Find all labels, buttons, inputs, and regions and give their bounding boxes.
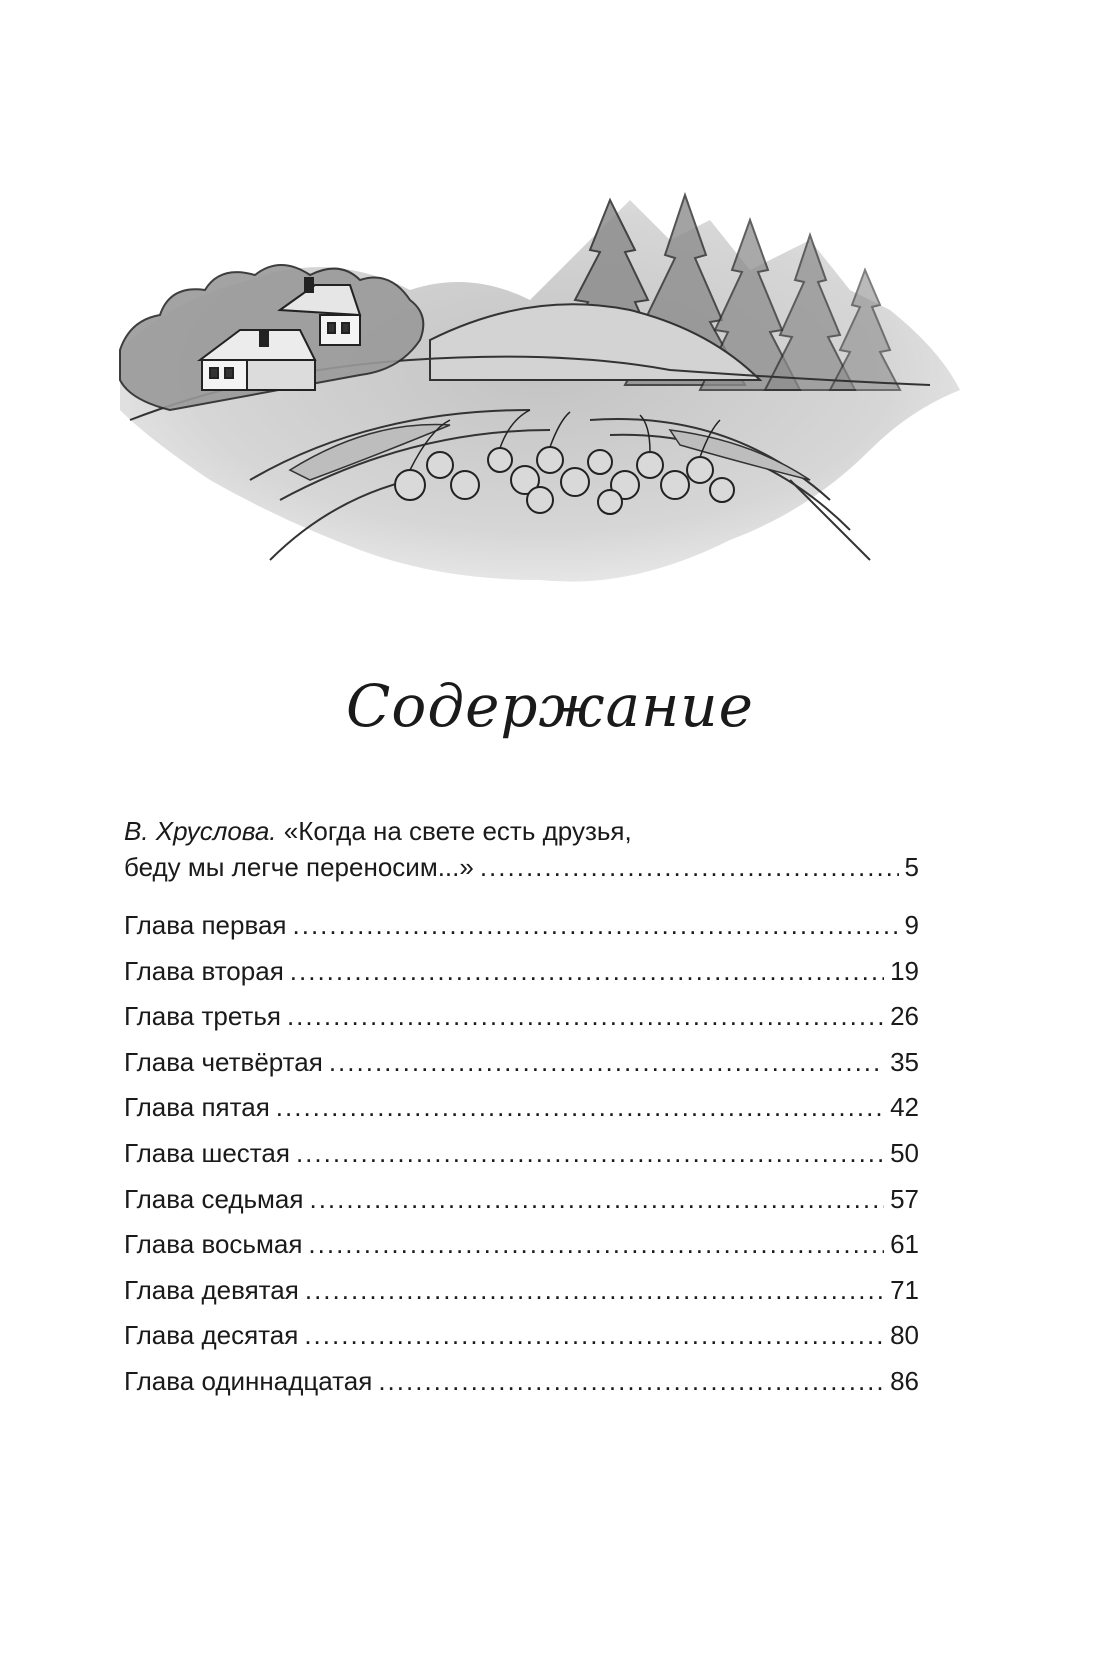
chapter-label: Глава первая [124,910,287,940]
page-number: 26 [890,1001,919,1032]
toc-entry-chapter-11[interactable] [124,1359,919,1405]
page-number: 9 [904,910,919,940]
dot-leader [293,903,899,949]
landscape-illustration [110,180,970,620]
dot-leader [304,1313,884,1359]
dot-leader [276,1085,884,1131]
toc-entry-chapter-1[interactable] [124,903,919,949]
dot-leader [378,1359,884,1405]
dot-leader [308,1222,884,1268]
page-number: 42 [890,1092,919,1123]
dot-leader [287,994,884,1040]
page-number: 19 [890,955,919,986]
table-of-contents [124,813,919,1405]
page-number: 50 [890,1137,919,1168]
dot-leader [290,949,884,995]
toc-entry-chapter-7[interactable] [124,1177,919,1223]
chapter-label: Глава девятая [124,1274,299,1305]
chapter-label: Глава шестая [124,1137,290,1168]
toc-entry-chapter-5[interactable] [124,1085,919,1131]
page-number: 71 [890,1274,919,1305]
chapter-label: Глава третья [124,1001,281,1032]
chapter-label: Глава пятая [124,1092,270,1123]
intro-entry[interactable] [124,849,919,885]
dot-leader [296,1131,884,1177]
page-number: 5 [904,852,919,882]
dot-leader [329,1040,884,1086]
dot-leader [309,1177,884,1223]
chapter-label: Глава седьмая [124,1183,304,1214]
dot-leader [480,849,899,885]
dot-leader [305,1268,884,1314]
page-number: 80 [890,1320,919,1351]
toc-entry-chapter-2[interactable] [124,949,919,995]
toc-entry-chapter-9[interactable] [124,1268,919,1314]
toc-entry-chapter-6[interactable] [124,1131,919,1177]
chapter-label: Глава восьмая [124,1229,303,1260]
intro-author: В. Хруслова. [124,816,277,846]
toc-entry-chapter-8[interactable] [124,1222,919,1268]
toc-entry-chapter-3[interactable] [124,994,919,1040]
intro-title-line2: беду мы легче переносим...» [124,852,474,882]
page-number: 61 [890,1229,919,1260]
chapter-label: Глава десятая [124,1320,299,1351]
chapter-label: Глава одиннадцатая [124,1365,373,1396]
page-number: 35 [890,1046,919,1077]
toc-entry-chapter-4[interactable] [124,1040,919,1086]
page-number: 57 [890,1183,919,1214]
toc-entry-chapter-10[interactable] [124,1313,919,1359]
chapter-label: Глава четвёртая [124,1046,323,1077]
intro-entry-line1 [124,813,919,849]
chapter-label: Глава вторая [124,955,284,986]
intro-title-line1: «Когда на свете есть друзья, [283,816,632,846]
page-title: Содержание [346,672,754,740]
page-number: 86 [890,1365,919,1396]
